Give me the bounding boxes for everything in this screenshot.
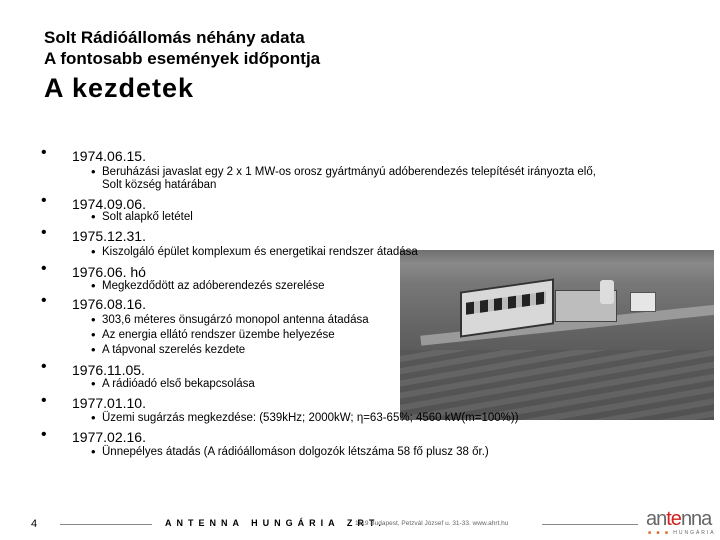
page-number: 4 (31, 518, 38, 530)
header-line-2: A fontosabb események időpontja (44, 49, 321, 68)
bullet: • (41, 144, 47, 161)
event-date: 1974.06.15. (72, 148, 146, 164)
event-item: Megkezdődött az adóberendezés szerelése (102, 280, 325, 292)
event-item: Beruházási javaslat egy 2 x 1 MW-os orosz gyártmányú adóberendezés telepítését irányozta elő, (102, 166, 596, 178)
event-date: 1976.11.05. (72, 362, 145, 378)
bullet: • (91, 278, 96, 293)
bullet: • (91, 244, 96, 259)
logo-prefix: an (646, 508, 667, 530)
bullet: • (41, 292, 47, 309)
antenna-logo (646, 508, 711, 531)
slide-title: A kezdetek (44, 73, 195, 103)
bullet: • (91, 410, 96, 425)
logo-subtitle (648, 530, 716, 536)
event-date: 1976.08.16. (72, 296, 146, 312)
event-item: Solt alapkő letétel (102, 211, 193, 223)
event-item: A rádióadó első bekapcsolása (102, 378, 255, 390)
event-date: 1977.02.16. (72, 429, 146, 445)
footer-divider (60, 524, 152, 525)
header-line-1: Solt Rádióállomás néhány adata (44, 28, 305, 47)
footer-address: 1119 Budapest, Petzvál József u. 31-33. www.ahrt.hu (355, 520, 509, 527)
event-date: 1975.12.31. (72, 228, 146, 244)
footer-divider (542, 524, 638, 525)
logo-dots: ■ ■ ■ (648, 530, 670, 536)
bullet: • (41, 224, 47, 241)
event-item: A tápvonal szerelés kezdete (102, 344, 246, 356)
event-date: 1974.09.06. (72, 196, 146, 212)
event-item: Üzemi sugárzás megkezdése: (539kHz; 2000kW; η=63-65%; 4560 kW(m=100%)) (102, 412, 519, 424)
event-item: Solt község határában (102, 179, 217, 191)
bullet: • (41, 260, 47, 277)
bullet: • (91, 444, 96, 459)
event-item: 303,6 méteres önsugárzó monopol antenna átadása (102, 314, 369, 326)
logo-highlight: te (666, 508, 681, 530)
bullet: • (41, 192, 47, 209)
bullet: • (91, 312, 96, 327)
bullet: • (41, 358, 47, 375)
event-item: Ünnepélyes átadás (A rádióállomáson dolgozók létszáma 58 fő plusz 38 őr.) (102, 446, 489, 458)
logo-suffix: nna (680, 508, 712, 530)
event-date: 1977.01.10. (72, 395, 146, 411)
bullet: • (41, 392, 47, 409)
bullet: • (91, 376, 96, 391)
event-item: Kiszolgáló épület komplexum és energetikai rendszer átadása (102, 246, 418, 258)
event-item: Az energia ellátó rendszer üzembe helyezése (102, 329, 335, 341)
bullet: • (91, 342, 96, 357)
event-date: 1976.06. hó (72, 264, 146, 280)
bullet: • (41, 426, 47, 443)
footer-brand: ANTENNA HUNGÁRIA ZRT. (165, 518, 386, 528)
bullet: • (91, 209, 96, 224)
bullet: • (91, 327, 96, 342)
bullet: • (91, 164, 96, 179)
logo-sub-text: HUNGÁRIA (673, 530, 716, 536)
